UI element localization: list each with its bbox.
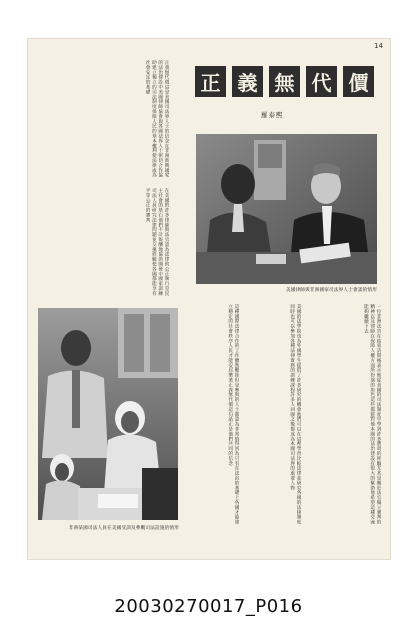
photo-meeting-image	[196, 134, 377, 284]
text-column-left-top: 正義無代價這是美國司法界人士的信念在非洲新興國家的法治建設中美國律師協會與各國法界人士密切合作協助建立獨立的司法制度保障人民的基本權利使法律成為社會安定的基礎	[145, 60, 169, 178]
photo-training-caption: 非洲某國司法人員在美國受訓及參觀司法設施的情形	[68, 526, 179, 531]
article-title	[195, 66, 374, 97]
photo-training	[38, 308, 178, 520]
title-char: 正	[195, 66, 226, 97]
title-char: 義	[232, 66, 263, 97]
text-column-mid-left: 這種國際法律合作的工作雖然艱鉅但是參與的人士都認為非常值得因為只有在法治的基礎上各國才能建立穩定的社會秩序人民才能安居樂業正義無代價這句話正是他們共同的信念	[227, 304, 239, 525]
text-column-mid-center: 美國的法學院也為外國學生提供了許多研究的機會他們可以在這裡學習比較法律並研究各國的法律制度同時也可以參加各種法律實務的訓練課程許多人回國之後都成為本國司法界的重要人物	[289, 304, 301, 525]
magazine-page	[27, 38, 391, 560]
author-byline: 羅泰熙	[261, 111, 284, 119]
title-char: 價	[343, 66, 374, 97]
title-char: 代	[306, 66, 337, 97]
photo-meeting-caption: 美國律師與非洲國家司法界人士會談的情形	[285, 288, 377, 293]
text-column-mid-right: 一位非洲法官在結束訪問後表示他從美國的司法制度中學到許多寶貴的經驗尤其是關於法官獨立審判的精神以及律師在保障人權方面所扮演的角色這些都將對他本國的法治建設有很大的幫助他希望這種交流能夠繼續下去	[363, 304, 381, 525]
text-column-left-mid: 在美國的許多律師與法官認為法律的公正執行是民主社會的基石他們不計報酬地協助開發中國家訓練司法人員研究法律問題並交換經驗使各國都能享有平等公正的審判	[145, 188, 169, 296]
photo-training-image	[38, 308, 178, 520]
page-number: 14	[374, 42, 383, 50]
document-id: 20030270017_P016	[114, 596, 303, 617]
photo-meeting	[196, 134, 377, 284]
title-char: 無	[269, 66, 300, 97]
